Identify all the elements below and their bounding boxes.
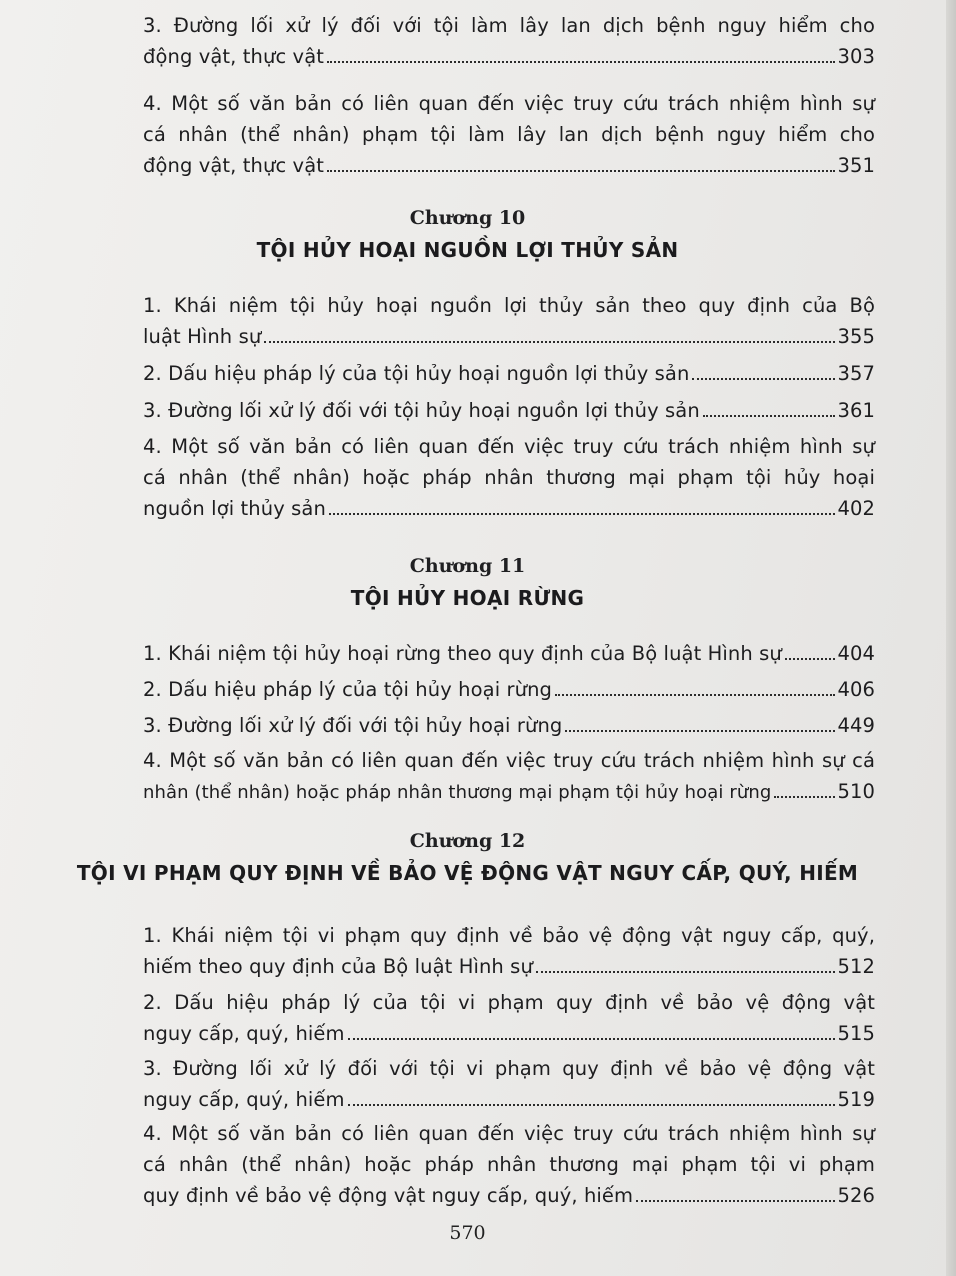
toc-entry[interactable]	[143, 710, 875, 741]
toc-page-number: 361	[837, 399, 875, 422]
toc-page-number: 351	[837, 154, 875, 177]
toc-entry[interactable]	[143, 987, 875, 1049]
toc-entry-text: nguy cấp, quý, hiếm	[143, 1022, 345, 1045]
toc-entry-last-line	[143, 493, 875, 524]
toc-page-number: 519	[837, 1088, 875, 1111]
toc-entry[interactable]	[143, 290, 875, 352]
toc-entry-text: hiếm theo quy định của Bộ luật Hình sự	[143, 955, 533, 978]
toc-entry[interactable]	[143, 358, 875, 389]
page-edge	[946, 0, 956, 1276]
toc-entry-last-line	[143, 1084, 875, 1115]
toc-entry-last-line	[143, 638, 875, 669]
chapter-label: Chương 11	[409, 555, 526, 577]
chapter-label: Chương 12	[409, 830, 526, 852]
toc-entry-text: 3. Đường lối xử lý đối với tội hủy hoại nguồn lợi thủy sản	[143, 399, 700, 422]
dot-leader	[565, 730, 835, 732]
toc-page-number: 510	[837, 780, 875, 803]
toc-entry-text: 2. Dấu hiệu pháp lý của tội vi phạm quy định về bảo vệ động vật	[143, 991, 875, 1014]
toc-entry[interactable]	[143, 10, 875, 72]
toc-page-number: 406	[837, 678, 875, 701]
toc-entry-text: động vật, thực vật	[143, 154, 324, 177]
dot-leader	[348, 1038, 836, 1040]
toc-entry[interactable]	[143, 88, 875, 181]
chapter-title: TỘI HỦY HOẠI NGUỒN LỢI THỦY SẢN	[256, 238, 679, 262]
dot-leader	[536, 971, 836, 973]
dot-leader	[327, 61, 835, 63]
chapter-title: TỘI VI PHẠM QUY ĐỊNH VỀ BẢO VỆ ĐỘNG VẬT NGUY CẤP, QUÝ, HIẾM	[76, 861, 859, 885]
toc-page-number: 449	[837, 714, 875, 737]
toc-entry[interactable]	[143, 1053, 875, 1115]
toc-page-number: 402	[837, 497, 875, 520]
toc-entry[interactable]	[143, 745, 875, 808]
toc-entry-text: 1. Khái niệm tội hủy hoại nguồn lợi thủy sản theo quy định của Bộ	[143, 294, 875, 317]
toc-entry-text: cá nhân (thể nhân) hoặc pháp nhân thương mại phạm tội vi phạm	[143, 1153, 875, 1176]
dot-leader	[692, 378, 835, 380]
toc-entry-text: 1. Khái niệm tội hủy hoại rừng theo quy định của Bộ luật Hình sự	[143, 642, 782, 665]
toc-entry-text: 4. Một số văn bản có liên quan đến việc truy cứu trách nhiệm hình sự	[143, 1122, 875, 1145]
toc-entry-text: 2. Dấu hiệu pháp lý của tội hủy hoại rừng	[143, 678, 553, 701]
dot-leader	[327, 170, 835, 172]
dot-leader	[329, 513, 836, 515]
toc-entry-text: 2. Dấu hiệu pháp lý của tội hủy hoại nguồn lợi thủy sản	[143, 362, 690, 385]
toc-entry-text: 3. Đường lối xử lý đối với tội vi phạm quy định về bảo vệ động vật	[143, 1057, 875, 1080]
toc-entry[interactable]	[143, 920, 875, 982]
toc-entry-last-line	[143, 1180, 875, 1211]
dot-leader	[785, 658, 836, 660]
toc-entry-text: cá nhân (thể nhân) phạm tội làm lây lan dịch bệnh nguy hiểm cho	[143, 123, 875, 146]
toc-page-number: 303	[837, 45, 875, 68]
toc-entry-text: động vật, thực vật	[143, 45, 324, 68]
toc-entry-last-line	[143, 710, 875, 741]
dot-leader	[636, 1200, 835, 1202]
toc-page-number: 512	[837, 955, 875, 978]
toc-entry-text: 4. Một số văn bản có liên quan đến việc truy cứu trách nhiệm hình sự cá	[143, 749, 875, 772]
dot-leader	[774, 796, 835, 798]
toc-page-number: 515	[837, 1022, 875, 1045]
toc-entry[interactable]	[143, 674, 875, 705]
toc-entry-last-line	[143, 674, 875, 705]
toc-entry-text: nhân (thể nhân) hoặc pháp nhân thương mại phạm tội hủy hoại rừng	[143, 782, 772, 803]
toc-entry-text: 4. Một số văn bản có liên quan đến việc truy cứu trách nhiệm hình sự	[143, 435, 875, 458]
toc-entry-last-line	[143, 358, 875, 389]
toc-page-number: 526	[837, 1184, 875, 1207]
toc-entry[interactable]	[143, 1118, 875, 1211]
toc-entry-last-line	[143, 41, 875, 72]
toc-page-number: 404	[837, 642, 875, 665]
toc-entry[interactable]	[143, 395, 875, 426]
toc-entry-text: 4. Một số văn bản có liên quan đến việc truy cứu trách nhiệm hình sự	[143, 92, 875, 115]
page-number: 570	[449, 1222, 486, 1244]
dot-leader	[703, 415, 836, 417]
toc-entry-text: nguồn lợi thủy sản	[143, 497, 326, 520]
dot-leader	[555, 694, 835, 696]
toc-entry-text: cá nhân (thể nhân) hoặc pháp nhân thương mại phạm tội hủy hoại	[143, 466, 875, 489]
toc-entry-last-line	[143, 395, 875, 426]
toc-entry-text: luật Hình sự	[143, 325, 262, 348]
toc-entry-last-line	[143, 321, 875, 352]
toc-entry-text: nguy cấp, quý, hiếm	[143, 1088, 345, 1111]
dot-leader	[348, 1104, 836, 1106]
toc-entry[interactable]	[143, 638, 875, 669]
dot-leader	[264, 341, 835, 343]
toc-entry-text: quy định về bảo vệ động vật nguy cấp, quý, hiếm	[143, 1184, 634, 1207]
toc-entry-last-line	[143, 150, 875, 181]
chapter-title: TỘI HỦY HOẠI RỪNG	[350, 586, 585, 610]
toc-entry-text: 1. Khái niệm tội vi phạm quy định về bảo vệ động vật nguy cấp, quý,	[143, 924, 875, 947]
toc-entry-text: 3. Đường lối xử lý đối với tội hủy hoại rừng	[143, 714, 563, 737]
toc-entry-text: 3. Đường lối xử lý đối với tội làm lây lan dịch bệnh nguy hiểm cho	[143, 14, 875, 37]
toc-page-number: 355	[837, 325, 875, 348]
toc-entry[interactable]	[143, 431, 875, 524]
toc-entry-last-line	[143, 951, 875, 982]
toc-entry-last-line	[143, 1018, 875, 1049]
chapter-label: Chương 10	[409, 207, 526, 229]
toc-page-number: 357	[837, 362, 875, 385]
toc-entry-last-line	[143, 776, 875, 808]
